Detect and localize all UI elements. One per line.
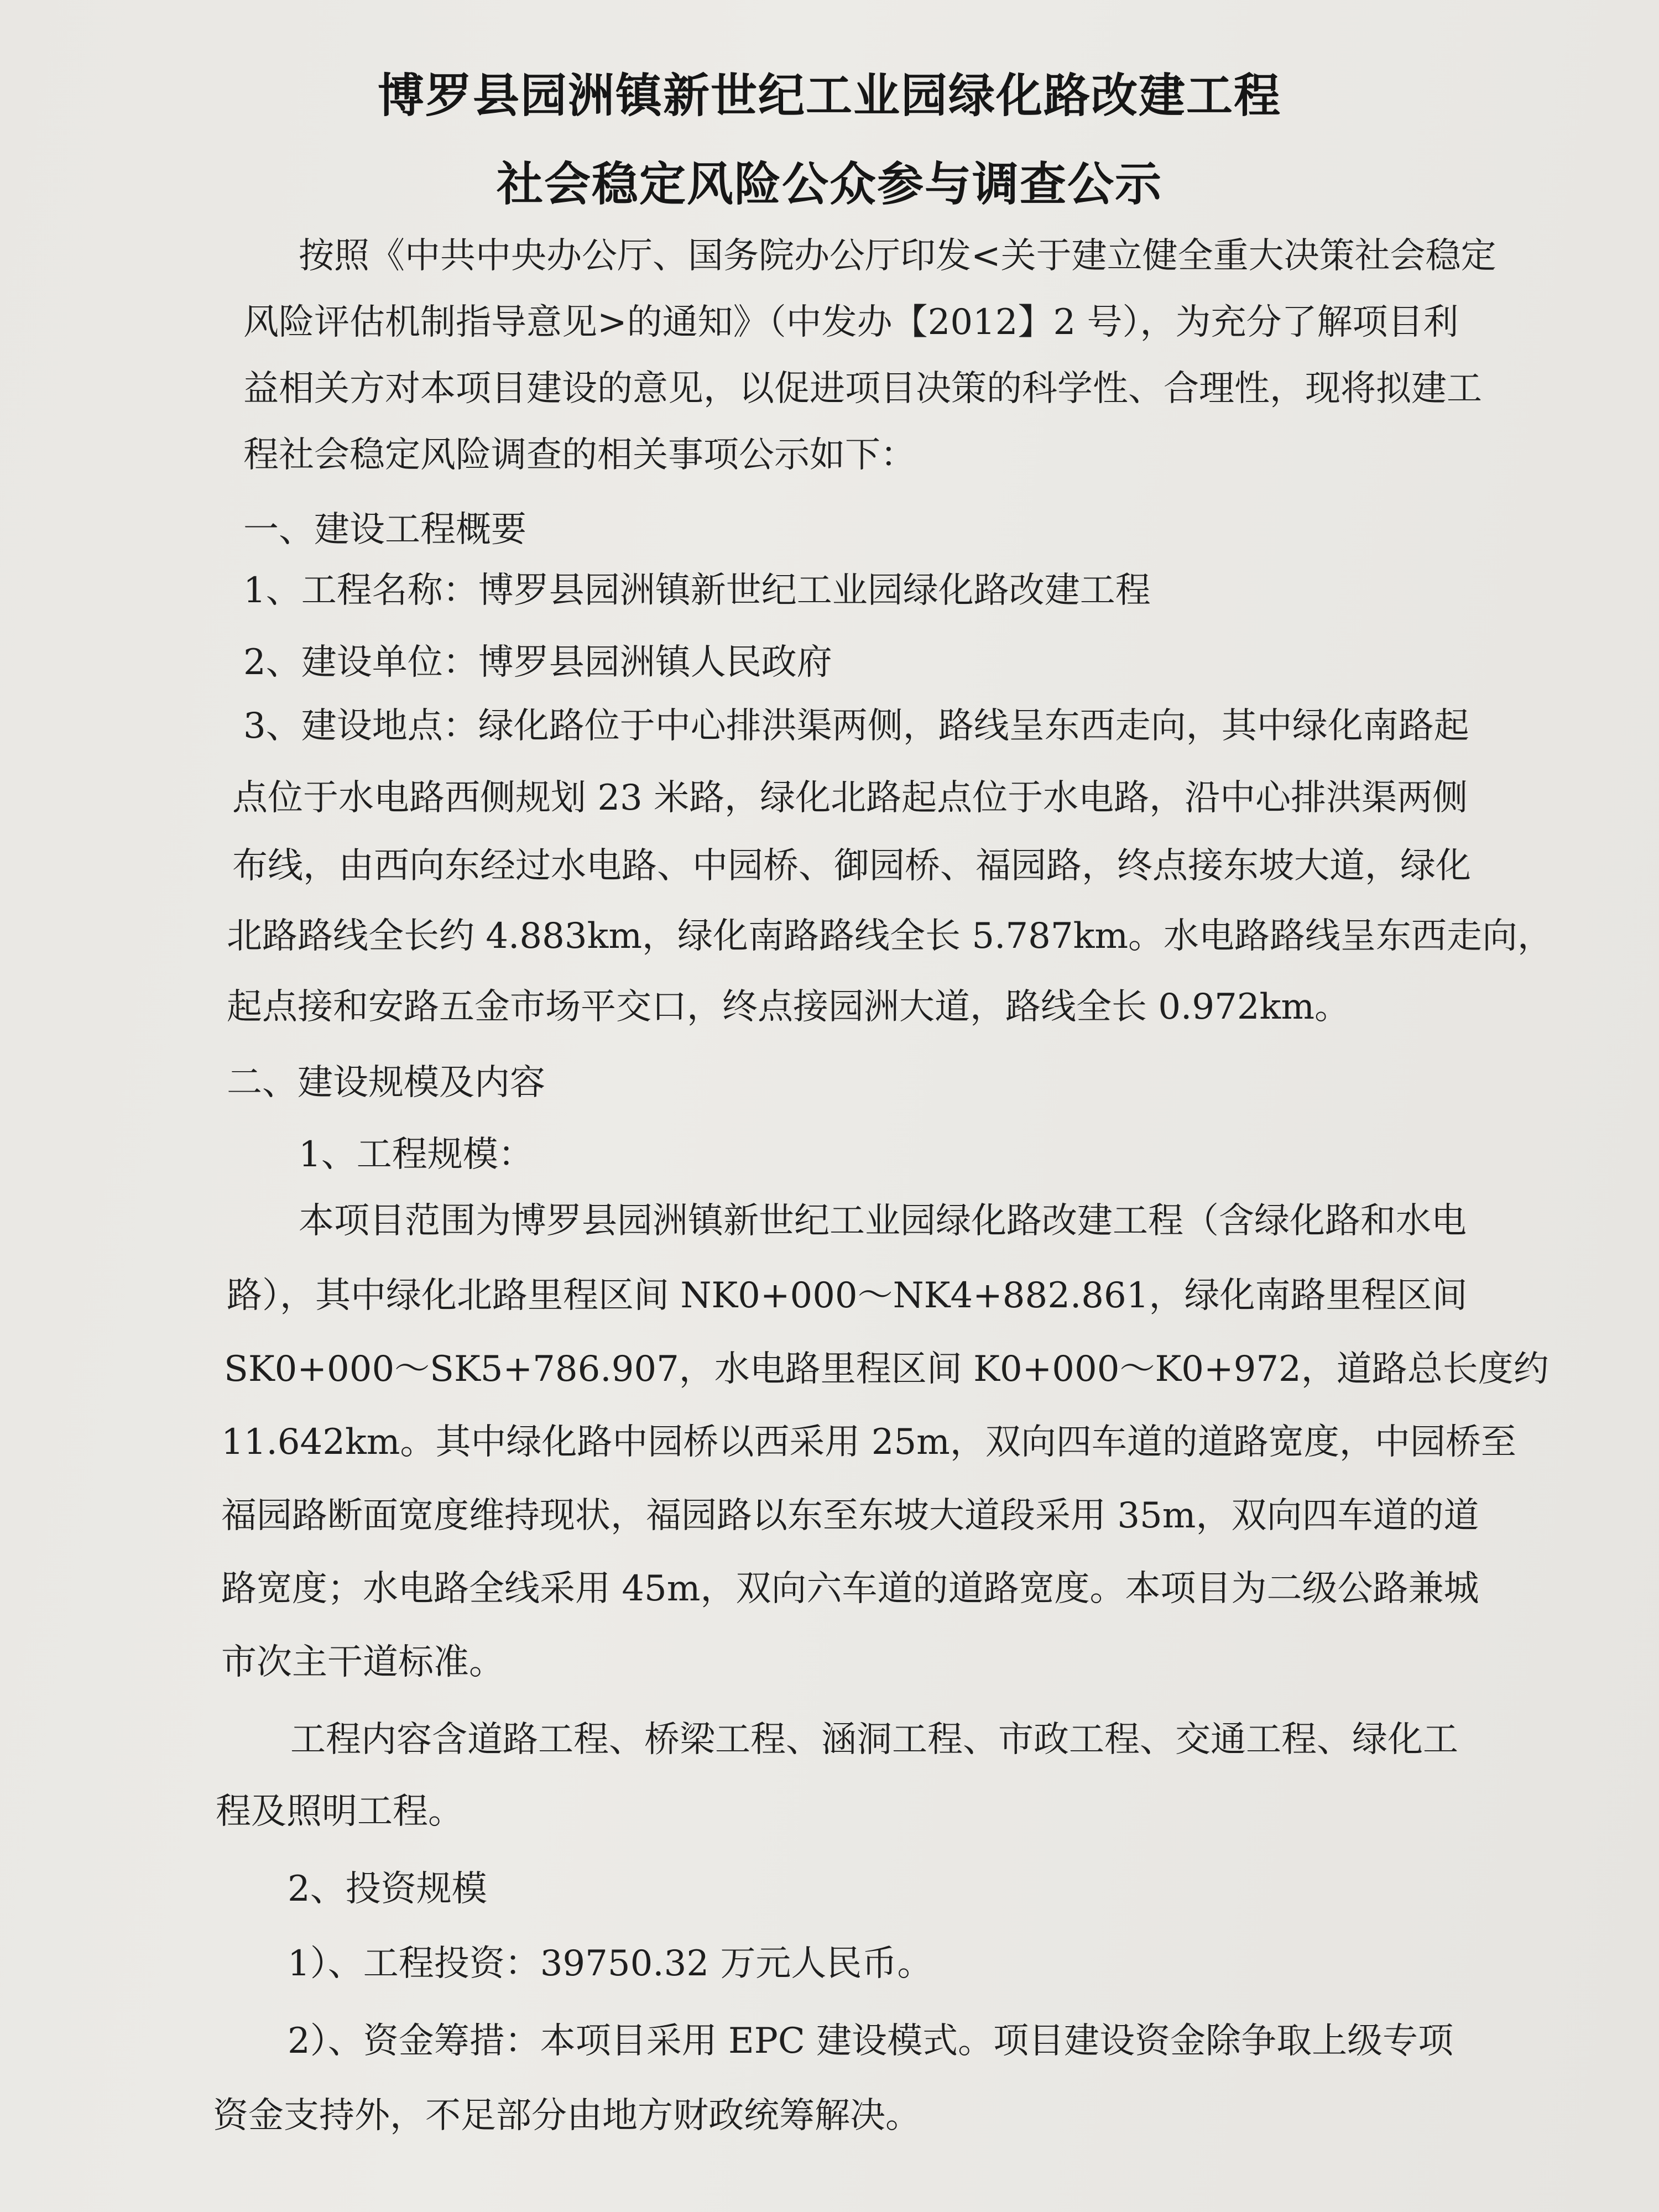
- scope-line-5: 福园路断面宽度维持现状，福园路以东至东坡大道段采用 35m，双向四车道的道: [221, 1495, 1479, 1536]
- scope-line-4: 11.642km。其中绿化路中园桥以西采用 25m，双向四车道的道路宽度，中园桥至: [221, 1422, 1516, 1463]
- scope-line-3: SK0+000～SK5+786.907，水电路里程区间 K0+000～K0+972，道路总长度约: [224, 1349, 1549, 1390]
- location-line-4: 北路路线全长约 4.883km，绿化南路路线全长 5.787km。水电路路线呈东西走向，: [227, 916, 1553, 957]
- title-line-1: 博罗县园洲镇新世纪工业园绿化路改建工程: [377, 69, 1281, 123]
- scope-line-2: 路），其中绿化北路里程区间 NK0+000～NK4+882.861，绿化南路里程区间: [227, 1275, 1468, 1316]
- construction-unit: 2、建设单位：博罗县园洲镇人民政府: [243, 642, 832, 683]
- scale-heading: 1、工程规模：: [299, 1134, 534, 1175]
- intro-line-4: 程社会稳定风险调查的相关事项公示如下：: [243, 435, 916, 476]
- investment-heading: 2、投资规模: [288, 1869, 487, 1910]
- intro-line-2: 风险评估机制指导意见>的通知》（中发办【2012】2 号），为充分了解项目利: [243, 302, 1459, 343]
- title-line-2: 社会稳定风险公众参与调查公示: [496, 157, 1162, 211]
- project-name: 1、工程名称：博罗县园洲镇新世纪工业园绿化路改建工程: [243, 570, 1151, 611]
- location-line-2: 点位于水电路西侧规划 23 米路，绿化北路起点位于水电路，沿中心排洪渠两侧: [232, 778, 1468, 818]
- scope-line-6: 路宽度；水电路全线采用 45m，双向六车道的道路宽度。本项目为二级公路兼城: [221, 1568, 1479, 1609]
- content-line-2: 程及照明工程。: [216, 1791, 463, 1832]
- section2-heading: 二、建设规模及内容: [227, 1062, 545, 1103]
- content-line-1: 工程内容含道路工程、桥梁工程、涵洞工程、市政工程、交通工程、绿化工: [290, 1719, 1458, 1760]
- section1-heading: 一、建设工程概要: [243, 509, 526, 550]
- intro-line-1: 按照《中共中央办公厅、国务院办公厅印发<关于建立健全重大决策社会稳定: [299, 236, 1496, 276]
- scope-line-7: 市次主干道标准。: [221, 1642, 504, 1683]
- funding-line-2: 资金支持外，不足部分由地方财政统筹解决。: [213, 2095, 921, 2136]
- scope-line-1: 本项目范围为博罗县园洲镇新世纪工业园绿化路改建工程（含绿化路和水电: [299, 1201, 1467, 1241]
- location-line-5: 起点接和安路五金市场平交口，终点接园洲大道，路线全长 0.972km。: [227, 987, 1350, 1027]
- funding-line-1: 2）、资金筹措：本项目采用 EPC 建设模式。项目建设资金除争取上级专项: [288, 2021, 1454, 2062]
- investment-amount: 1）、工程投资：39750.32 万元人民币。: [288, 1943, 933, 1984]
- location-line-1: 3、建设地点：绿化路位于中心排洪渠两侧，路线呈东西走向，其中绿化南路起: [243, 706, 1469, 747]
- intro-line-3: 益相关方对本项目建设的意见，以促进项目决策的科学性、合理性，现将拟建工: [243, 368, 1482, 409]
- location-line-3: 布线，由西向东经过水电路、中园桥、御园桥、福园路，终点接东坡大道，绿化: [232, 846, 1471, 886]
